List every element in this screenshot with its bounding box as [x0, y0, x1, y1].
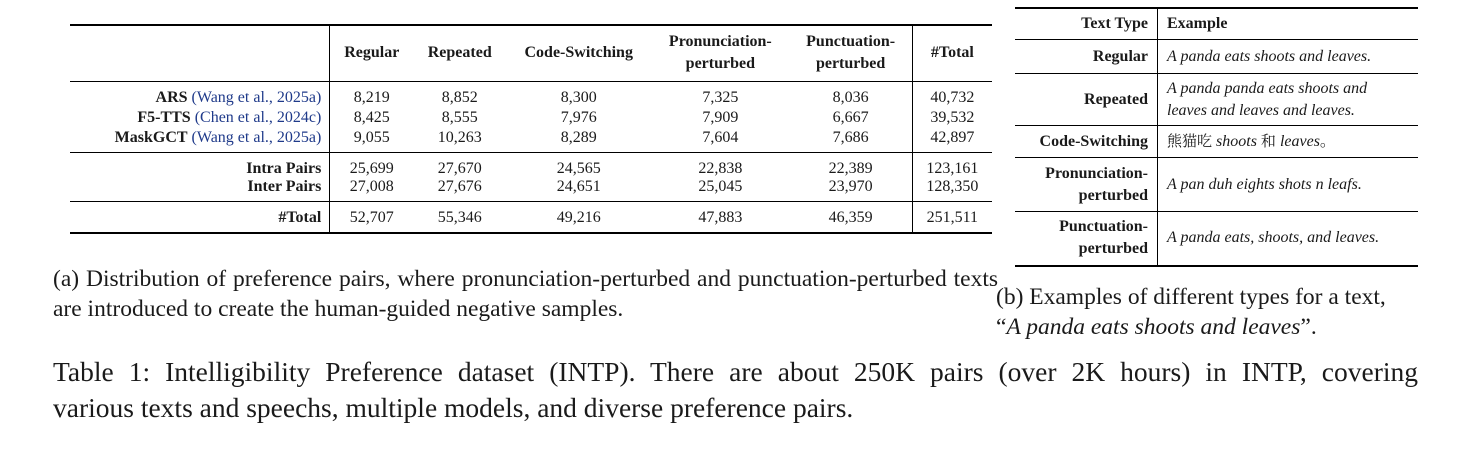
value-cell: 24,651 [556, 178, 601, 195]
value-cell: 22,838 [651, 153, 789, 179]
col-header: Punctuation- perturbed [790, 25, 913, 81]
table-caption [53, 354, 1418, 426]
row-name: ARS [155, 88, 188, 106]
value-cell: 7,604 [702, 129, 739, 146]
caption-b-close: ”. [1300, 314, 1317, 340]
value-cell: 42,897 [930, 129, 975, 146]
row-name: F5-TTS [137, 108, 191, 126]
row-name: Intra Pairs [246, 160, 322, 177]
value-cell: 24,565 [506, 153, 651, 179]
value-cell: 25,045 [698, 178, 743, 195]
col-header: Repeated [427, 44, 492, 62]
preference-pairs-table [70, 24, 992, 234]
type-label: Pronunciation- perturbed [1015, 158, 1158, 212]
col-header: Pronunciation- perturbed [668, 33, 772, 73]
example-latin: leaves [1279, 133, 1320, 150]
corner-cell [70, 25, 330, 81]
model-row [70, 129, 992, 153]
table-caption-line1: Table 1: Intelligibility Preference dataset (INTP). There are about 250K pairs (over 2K hours) in INTP, covering [53, 356, 1418, 387]
value-cell: 128,350 [926, 178, 979, 195]
value-cell: 8,425 [353, 108, 390, 126]
row-name: MaskGCT [114, 129, 188, 146]
example-text: A panda eats shoots and leaves. [1158, 40, 1419, 74]
value-cell: 55,346 [413, 202, 506, 234]
value-cell: 40,732 [912, 81, 992, 107]
citation-link[interactable]: (Wang et al., 2025a) [191, 88, 322, 106]
value-cell: 46,359 [790, 202, 913, 234]
value-cell: 23,970 [790, 178, 913, 202]
caption-b [996, 282, 1436, 342]
value-cell: 8,036 [790, 81, 913, 107]
pair-row [70, 178, 992, 202]
example-latin: shoots [1216, 133, 1257, 150]
type-label: Repeated [1015, 74, 1158, 126]
value-cell: 25,699 [330, 153, 413, 179]
value-cell: 7,976 [560, 108, 597, 126]
value-cell: 49,216 [506, 202, 651, 234]
value-cell: 9,055 [353, 129, 390, 146]
value-cell: 52,707 [330, 202, 413, 234]
example-cjk-period: 。 [1319, 133, 1336, 150]
col-header: #Total [930, 44, 974, 62]
example-text [1158, 126, 1419, 158]
value-cell: 8,852 [413, 81, 506, 107]
value-cell: 6,667 [790, 107, 913, 130]
caption-a: (a) Distribution of preference pairs, where pronunciation-perturbed and punctuation-perturbed texts are introduced to create the human-guided negative samples. [53, 266, 998, 322]
row-name: Inter Pairs [247, 178, 322, 195]
total-row [70, 202, 992, 234]
value-cell: 251,511 [912, 202, 992, 234]
model-row [70, 81, 992, 107]
value-cell: 8,555 [441, 108, 478, 126]
value-cell: 7,325 [651, 81, 789, 107]
row-label [70, 107, 330, 130]
model-row [70, 107, 992, 130]
col-header: Code-Switching [524, 44, 633, 62]
value-cell: 8,219 [330, 81, 413, 107]
row-label [70, 178, 330, 202]
value-cell: 27,670 [413, 153, 506, 179]
example-text: A pan duh eights shots n leafs. [1158, 158, 1419, 212]
value-cell: 22,389 [790, 153, 913, 179]
caption-b-prefix: (b) Examples of different types for a text, [996, 284, 1386, 310]
example-text: A panda panda eats shoots and leaves and leaves and leaves. [1158, 74, 1419, 126]
row-label [70, 153, 330, 179]
row-label [70, 129, 330, 153]
value-cell: 8,289 [560, 129, 597, 146]
header-example: Example [1167, 15, 1228, 32]
value-cell: 8,300 [506, 81, 651, 107]
value-cell: 47,883 [651, 202, 789, 234]
text-type-examples-table [1015, 7, 1418, 267]
caption-b-open-quote: “ [996, 314, 1007, 340]
citation-link[interactable]: (Chen et al., 2024c) [194, 108, 322, 126]
value-cell: 7,686 [790, 129, 913, 153]
value-cell: 27,008 [349, 178, 394, 195]
example-cjk: 和 [1260, 132, 1276, 150]
value-cell: 10,263 [437, 129, 482, 146]
value-cell: 39,532 [930, 108, 975, 126]
caption-b-example: A panda eats shoots and leaves [1006, 314, 1301, 340]
pair-row [70, 153, 992, 179]
value-cell: 7,909 [702, 108, 739, 126]
example-text: A panda eats, shoots, and leaves. [1158, 212, 1419, 266]
type-label: Punctuation- perturbed [1015, 212, 1158, 266]
citation-link[interactable]: (Wang et al., 2025a) [191, 129, 322, 146]
header-text-type: Text Type [1015, 8, 1158, 40]
type-label: Code-Switching [1015, 126, 1158, 158]
table-caption-line2: various texts and speechs, multiple models, and diverse preference pairs. [53, 392, 854, 423]
col-header: Regular [344, 44, 400, 62]
example-cjk: 熊猫吃 [1167, 132, 1213, 150]
row-label [70, 202, 330, 234]
value-cell: 27,676 [437, 178, 482, 195]
row-label [70, 81, 330, 107]
value-cell: 123,161 [912, 153, 992, 179]
row-name: #Total [278, 209, 322, 226]
type-label: Regular [1015, 40, 1158, 74]
